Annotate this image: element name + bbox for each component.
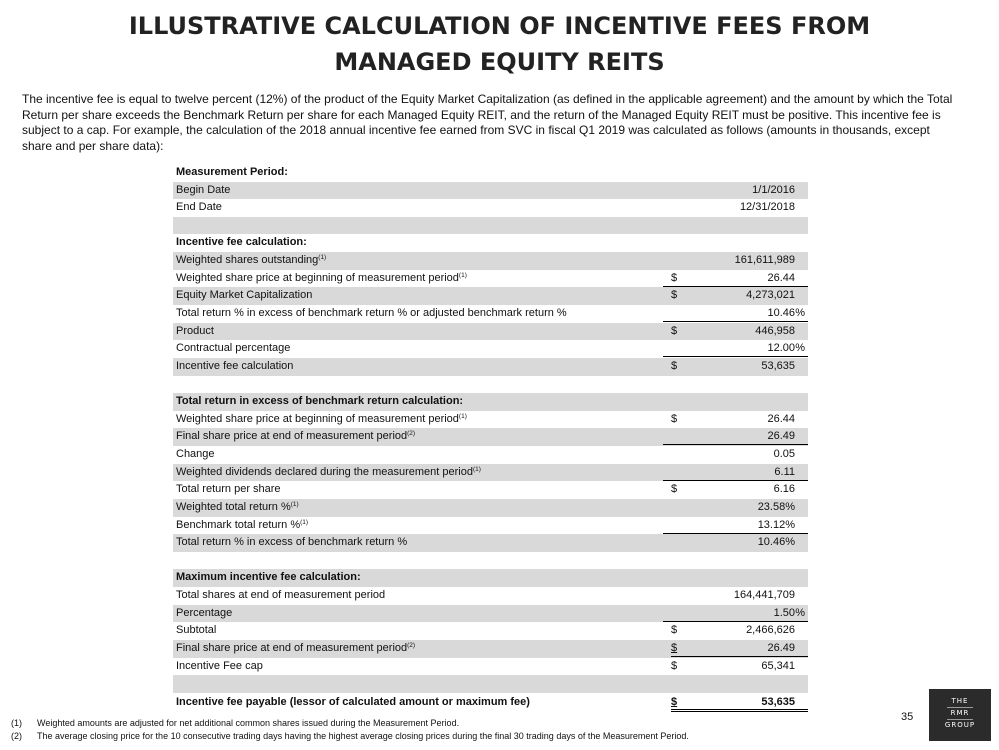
footnote-ref: (1) bbox=[300, 518, 309, 526]
table-row bbox=[173, 340, 808, 358]
table-row bbox=[173, 252, 808, 270]
footnote-ref: (1) bbox=[458, 271, 467, 279]
row-value: 2,466,626 bbox=[746, 624, 795, 637]
row-label bbox=[176, 252, 326, 270]
footnote-1 bbox=[11, 717, 901, 730]
table-row bbox=[173, 605, 808, 623]
footnote-2 bbox=[11, 730, 901, 743]
logo-line-1: THE bbox=[951, 697, 969, 705]
row-value: 13.12% bbox=[757, 518, 795, 531]
row-label-text: Final share price at end of measurement period bbox=[176, 642, 408, 655]
row-value: 1/1/2016 bbox=[752, 183, 795, 196]
footnotes bbox=[11, 717, 901, 742]
row-label-text: Percentage bbox=[176, 606, 233, 619]
row-label-text: Benchmark total return % bbox=[176, 518, 301, 531]
row-label bbox=[176, 234, 307, 252]
row-value: 0.05 bbox=[773, 448, 795, 460]
footnote-ref: (1) bbox=[318, 253, 327, 261]
row-label-text: Weighted total return % bbox=[176, 501, 291, 514]
row-value: 4,273,021 bbox=[746, 289, 795, 302]
row-label-text: Incentive fee payable (lessor of calculated amount or maximum fee) bbox=[176, 695, 530, 708]
row-label-text: Total return per share bbox=[176, 483, 281, 496]
row-label bbox=[176, 622, 216, 640]
row-label bbox=[176, 569, 361, 587]
percent-sign: % bbox=[795, 606, 805, 619]
row-label bbox=[176, 323, 214, 341]
table-row bbox=[173, 464, 808, 482]
row-label bbox=[176, 182, 230, 200]
row-label bbox=[176, 640, 415, 658]
row-label bbox=[176, 481, 281, 499]
footnote-ref: (1) bbox=[458, 412, 467, 420]
row-label bbox=[176, 499, 299, 517]
row-label bbox=[176, 199, 222, 217]
row-label-text: Maximum incentive fee calculation: bbox=[176, 571, 361, 584]
row-value: 446,958 bbox=[755, 324, 795, 337]
table-row bbox=[173, 199, 808, 217]
footnote-ref: (2) bbox=[407, 642, 416, 650]
dollar-sign: $ bbox=[671, 360, 678, 373]
row-label-text: Change bbox=[176, 448, 215, 460]
logo-line-2: RMR bbox=[950, 709, 970, 717]
table-row bbox=[173, 481, 808, 499]
row-label bbox=[176, 693, 530, 712]
row-label bbox=[176, 340, 290, 358]
row-label bbox=[176, 358, 293, 376]
row-label bbox=[176, 658, 263, 676]
dollar-sign: $ bbox=[671, 289, 678, 302]
table-row bbox=[173, 411, 808, 429]
table-row bbox=[173, 287, 808, 305]
row-label bbox=[176, 534, 407, 552]
row-value: 65,341 bbox=[761, 659, 795, 672]
row-label-text: Equity Market Capitalization bbox=[176, 289, 313, 302]
section-heading-row bbox=[173, 164, 808, 182]
dollar-sign: $ bbox=[671, 695, 678, 708]
page-title bbox=[0, 8, 999, 80]
row-value: 12/31/2018 bbox=[739, 201, 795, 214]
table-row bbox=[173, 658, 808, 676]
row-label bbox=[176, 305, 567, 323]
row-value: 164,441,709 bbox=[733, 589, 795, 601]
footnote-number: (1) bbox=[11, 718, 22, 728]
dollar-sign: $ bbox=[671, 412, 678, 425]
table-row bbox=[173, 517, 808, 535]
row-label bbox=[176, 164, 288, 182]
row-label-text: Total return in excess of benchmark return calculation: bbox=[176, 394, 464, 407]
row-label-text: Measurement Period: bbox=[176, 166, 288, 178]
row-value: 26.49 bbox=[767, 642, 795, 655]
title-line-2: MANAGED EQUITY REITS bbox=[334, 48, 665, 76]
row-value: 1.50 bbox=[773, 606, 795, 619]
calculation-table bbox=[173, 164, 808, 712]
footnote-text: The average closing price for the 10 consecutive trading days having the highest average closing prices during the final 30 trading days of the Measurement Period. bbox=[37, 730, 689, 741]
row-label-text: Weighted share price at beginning of measurement period bbox=[176, 271, 459, 284]
table-row bbox=[173, 622, 808, 640]
row-value: 26.44 bbox=[767, 412, 795, 425]
row-value: 53,635 bbox=[761, 360, 795, 373]
spacer-row bbox=[173, 552, 808, 569]
row-label bbox=[176, 270, 467, 288]
row-label-text: Total shares at end of measurement period bbox=[176, 589, 386, 601]
row-label-text: Product bbox=[176, 324, 214, 337]
row-label-text: Final share price at end of measurement period bbox=[176, 430, 408, 443]
dollar-sign: $ bbox=[671, 271, 678, 284]
row-label bbox=[176, 446, 215, 464]
dollar-sign: $ bbox=[671, 483, 678, 496]
row-value: 53,635 bbox=[761, 695, 795, 708]
row-label-text: Weighted share price at beginning of measurement period bbox=[176, 412, 459, 425]
rmr-group-logo bbox=[929, 689, 991, 741]
row-value: 26.44 bbox=[767, 271, 795, 284]
total-row bbox=[173, 693, 808, 712]
row-label bbox=[176, 287, 312, 305]
row-value: 26.49 bbox=[767, 430, 795, 443]
footnote-number: (2) bbox=[11, 730, 22, 741]
row-label-text: End Date bbox=[176, 201, 222, 214]
row-label bbox=[176, 587, 385, 605]
row-label-text: Weighted shares outstanding bbox=[176, 253, 319, 266]
row-value: 10.46% bbox=[757, 536, 795, 549]
table-row bbox=[173, 499, 808, 517]
footnote-text: Weighted amounts are adjusted for net additional common shares issued during the Measurement Period. bbox=[37, 718, 460, 728]
row-label bbox=[176, 393, 463, 411]
section-heading-row bbox=[173, 569, 808, 587]
row-value: 23.58% bbox=[757, 501, 795, 514]
table-row bbox=[173, 270, 808, 288]
table-row bbox=[173, 358, 808, 376]
double-underline bbox=[671, 709, 808, 710]
row-label bbox=[176, 605, 232, 623]
spacer-row bbox=[173, 675, 808, 692]
row-value: 6.11 bbox=[774, 465, 795, 478]
row-value: 6.16 bbox=[773, 483, 795, 496]
table-row bbox=[173, 428, 808, 446]
percent-sign: % bbox=[795, 307, 805, 319]
dollar-sign: $ bbox=[671, 642, 678, 655]
row-label-text: Total return % in excess of benchmark return % or adjusted benchmark return % bbox=[176, 307, 567, 319]
table-row bbox=[173, 446, 808, 464]
dollar-sign: $ bbox=[671, 659, 678, 672]
section-heading-row bbox=[173, 234, 808, 252]
row-label-text: Incentive fee calculation bbox=[176, 360, 294, 373]
row-label-text: Begin Date bbox=[176, 183, 231, 196]
table-row bbox=[173, 305, 808, 323]
row-label-text: Total return % in excess of benchmark return % bbox=[176, 536, 408, 549]
row-label-text: Contractual percentage bbox=[176, 342, 291, 355]
dollar-sign: $ bbox=[671, 324, 678, 337]
percent-sign: % bbox=[795, 342, 805, 355]
spacer-row bbox=[173, 217, 808, 234]
section-heading-row bbox=[173, 393, 808, 411]
table-row bbox=[173, 323, 808, 341]
spacer-row bbox=[173, 376, 808, 393]
table-row bbox=[173, 640, 808, 658]
row-label bbox=[176, 411, 467, 429]
row-label bbox=[176, 428, 415, 446]
row-value: 161,611,989 bbox=[734, 253, 795, 266]
row-value: 12.00 bbox=[767, 342, 795, 355]
row-label bbox=[176, 517, 308, 535]
dollar-sign: $ bbox=[671, 624, 678, 637]
row-label-text: Incentive Fee cap bbox=[176, 659, 263, 672]
row-label-text: Incentive fee calculation: bbox=[176, 236, 307, 249]
footnote-ref: (1) bbox=[472, 465, 481, 473]
row-value: 10.46 bbox=[767, 307, 795, 319]
intro-paragraph: The incentive fee is equal to twelve percent (12%) of the product of the Equity Market Capitalization (as defined in the applicable agreement) and the amount by which the Total Return per share exceeds the Benchmark Return per share for each Managed Equity REIT, and the return of the Managed Equity REIT must be positive. This incentive fee is subject to a cap. For example, the calculation of the 2018 annual incentive fee earned from SVC in fiscal Q1 2019 was calculated as follows (amounts in thousands, except share and per share data): bbox=[22, 92, 953, 153]
table-row bbox=[173, 182, 808, 200]
footnote-ref: (2) bbox=[407, 430, 416, 438]
table-row bbox=[173, 587, 808, 605]
page-number: 35 bbox=[901, 711, 914, 723]
row-label bbox=[176, 464, 481, 482]
footnote-ref: (1) bbox=[290, 501, 299, 509]
title-line-1: ILLUSTRATIVE CALCULATION OF INCENTIVE FEES FROM bbox=[128, 12, 871, 40]
row-label-text: Weighted dividends declared during the measurement period bbox=[176, 465, 473, 478]
table-row bbox=[173, 534, 808, 552]
double-underline bbox=[671, 711, 808, 712]
row-label-text: Subtotal bbox=[176, 624, 217, 637]
logo-line-3: GROUP bbox=[944, 721, 976, 729]
